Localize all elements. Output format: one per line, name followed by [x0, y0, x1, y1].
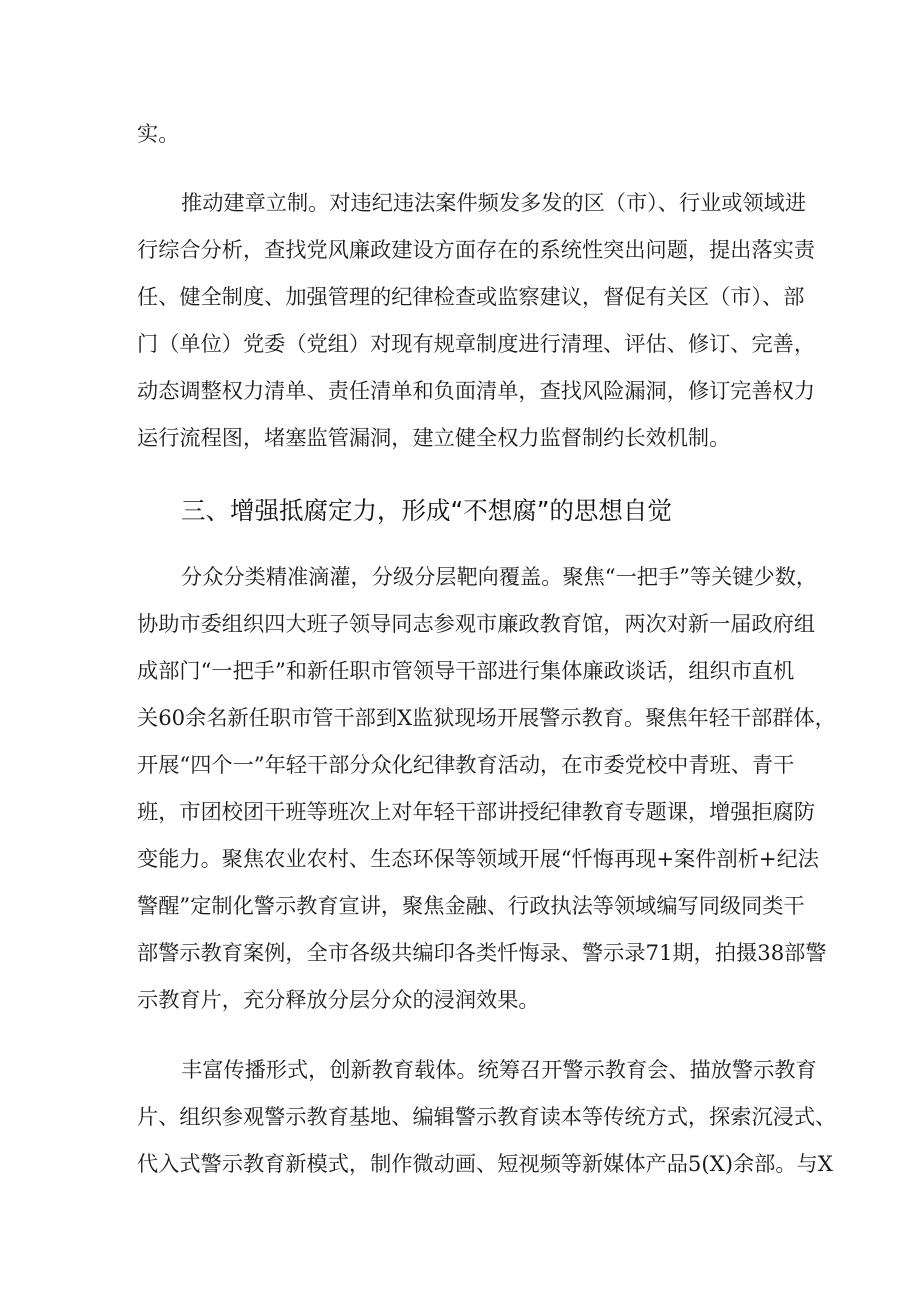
paragraph-line: 示教育片，充分释放分层分众的浸润效果。 — [137, 987, 540, 1012]
paragraph-line: 开展“四个一”年轻干部分众化纪律教育活动，在市委党校中青班、青干 — [137, 752, 795, 777]
paragraph-line: 部警示教育案例，全市各级共编印各类忏悔录、警示录71期，拍摄38部警 — [137, 940, 827, 965]
paragraph-line: 班，市团校团干班等班次上对年轻干部讲授纪律教育专题课，增强拒腐防 — [137, 799, 816, 824]
paragraph-line: 协助市委组织四大班子领导同志参观市廉政教育馆，两次对新一届政府组 — [137, 611, 816, 636]
paragraph-line: 代入式警示教育新模式，制作微动画、短视频等新媒体产品5(X)余部。与X — [137, 1151, 833, 1176]
paragraph-line: 动态调整权力清单、责任清单和负面清单，查找风险漏洞，修订完善权力 — [137, 378, 816, 403]
paragraph-line: 变能力。聚焦农业农村、生态环保等领域开展“忏悔再现+案件剖析+纪法 — [137, 846, 819, 871]
paragraph-line: 成部门“一把手”和新任职市管领导干部进行集体廉政谈话，组织市直机 — [137, 658, 795, 683]
paragraph-line: 行综合分析，查找党风廉政建设方面存在的系统性突出问题，提出落实责 — [137, 237, 816, 262]
paragraph-line: 丰富传播形式，创新教育载体。统筹召开警示教育会、描放警示教育 — [181, 1057, 817, 1082]
paragraph-line: 推动建章立制。对违纪违法案件频发多发的区（市）、行业或领域进 — [181, 190, 807, 215]
section-heading: 三、增强抵腐定力，形成“不想腐”的思想自觉 — [181, 496, 672, 525]
paragraph-line: 运行流程图，堵塞监管漏洞，建立健全权力监督制约长效机制。 — [137, 425, 731, 450]
paragraph-line: 片、组织参观警示教育基地、编辑警示教育读本等传统方式，探索沉浸式、 — [137, 1104, 837, 1129]
paragraph-fragment-top: 实。 — [137, 121, 180, 146]
paragraph-line: 警醒”定制化警示教育宣讲，聚焦金融、行政执法等领域编写同级同类干 — [137, 893, 805, 918]
paragraph-line: 门（单位）党委（党组）对现有规章制度进行清理、评估、修订、完善， — [137, 331, 816, 356]
paragraph-line: 任、健全制度、加强管理的纪律检查或监察建议，督促有关区（市）、部 — [137, 284, 805, 309]
paragraph-line: 分众分类精准滴灌，分级分层靶向覆盖。聚焦“一把手”等关键少数， — [181, 564, 818, 589]
paragraph-line: 关60余名新任职市管干部到X监狱现场开展警示教育。聚焦年轻干部群体， — [137, 705, 836, 730]
